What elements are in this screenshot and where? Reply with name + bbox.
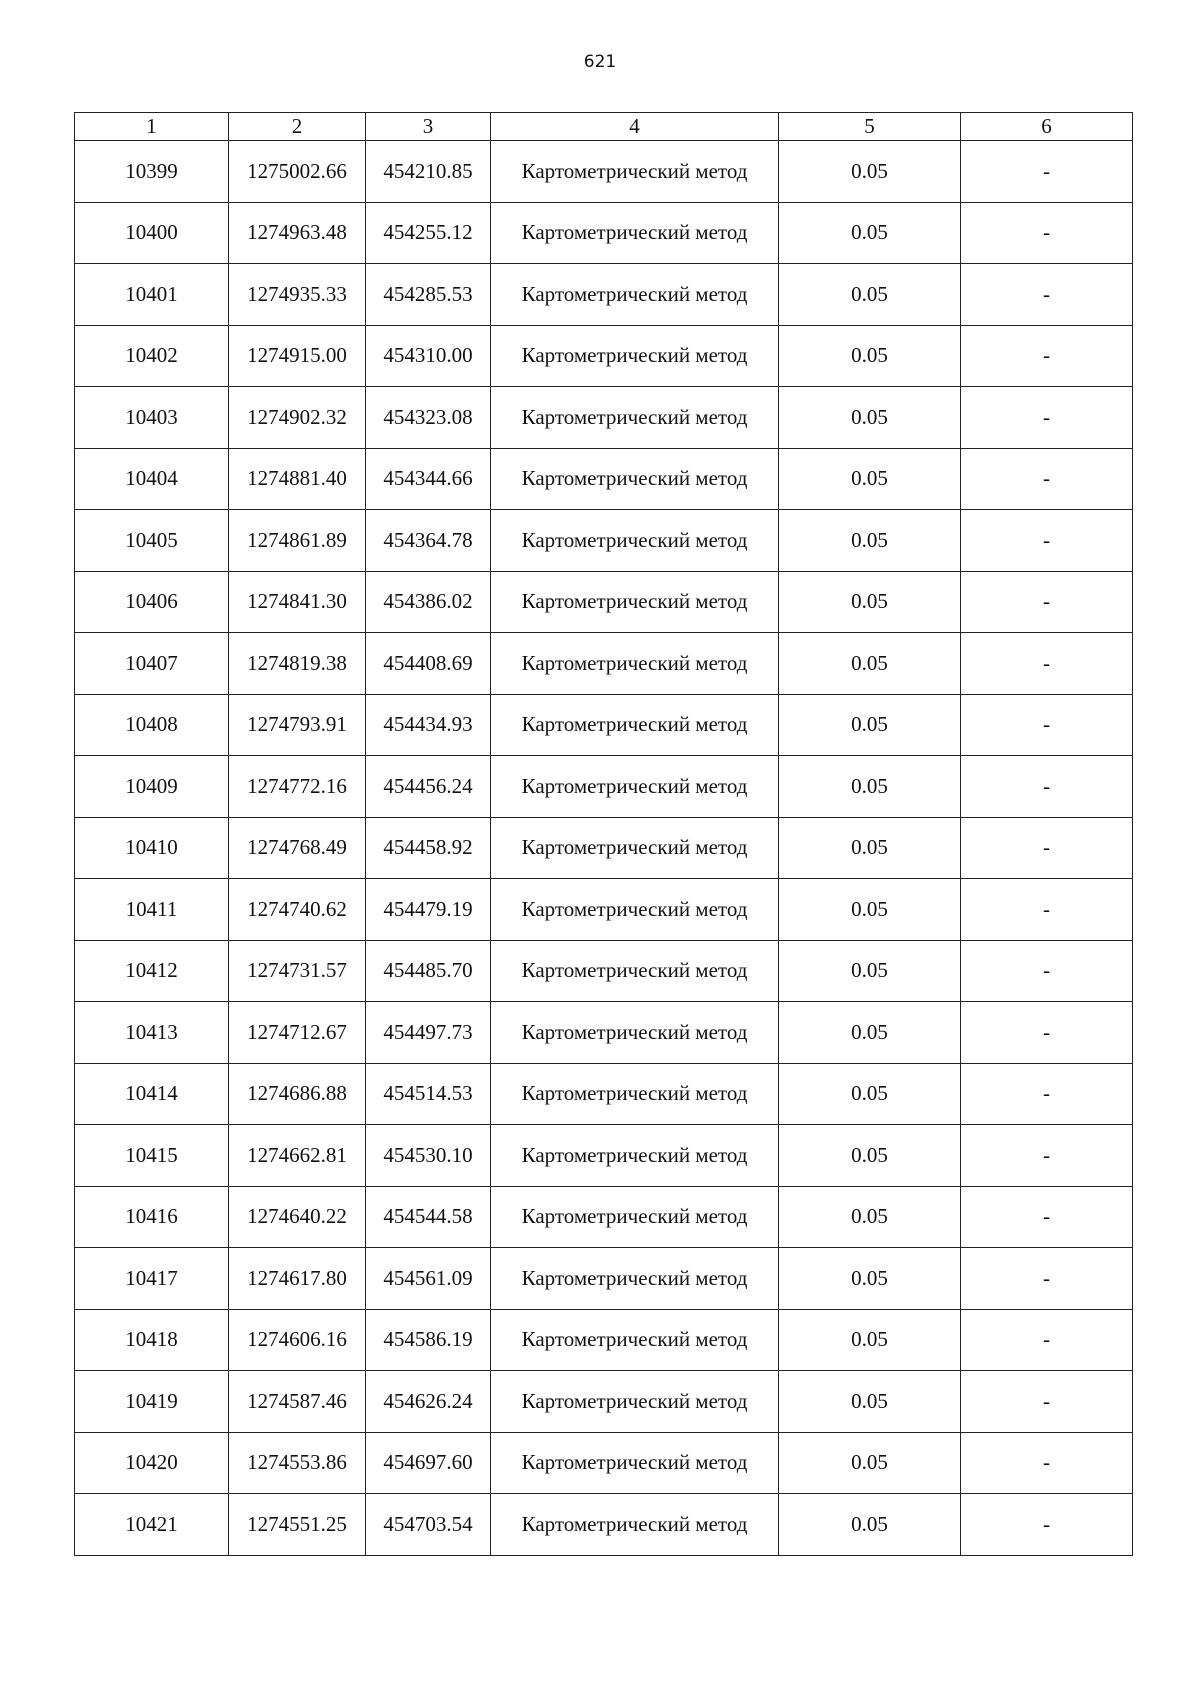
y-coordinate-cell: 454255.12 — [366, 202, 491, 264]
x-coordinate-cell: 1274881.40 — [229, 448, 366, 510]
table-row — [75, 1002, 1133, 1064]
table-row — [75, 940, 1133, 1002]
method-cell: Картометрический метод — [491, 1371, 779, 1433]
table-row — [75, 694, 1133, 756]
table-body — [75, 141, 1133, 1556]
accuracy-cell: 0.05 — [779, 1432, 961, 1494]
point-number-cell: 10419 — [75, 1371, 229, 1433]
y-coordinate-cell: 454210.85 — [366, 141, 491, 203]
y-coordinate-cell: 454408.69 — [366, 633, 491, 695]
point-number-cell: 10405 — [75, 510, 229, 572]
table-row — [75, 879, 1133, 941]
accuracy-cell: 0.05 — [779, 141, 961, 203]
method-cell: Картометрический метод — [491, 879, 779, 941]
method-cell: Картометрический метод — [491, 1063, 779, 1125]
note-cell: - — [961, 1309, 1133, 1371]
method-cell: Картометрический метод — [491, 1309, 779, 1371]
note-cell: - — [961, 879, 1133, 941]
method-cell: Картометрический метод — [491, 387, 779, 449]
y-coordinate-cell: 454456.24 — [366, 756, 491, 818]
method-cell: Картометрический метод — [491, 448, 779, 510]
point-number-cell: 10409 — [75, 756, 229, 818]
table-row — [75, 1248, 1133, 1310]
x-coordinate-cell: 1274915.00 — [229, 325, 366, 387]
accuracy-cell: 0.05 — [779, 325, 961, 387]
note-cell: - — [961, 1002, 1133, 1064]
table-row — [75, 1186, 1133, 1248]
accuracy-cell: 0.05 — [779, 1002, 961, 1064]
method-cell: Картометрический метод — [491, 510, 779, 572]
y-coordinate-cell: 454561.09 — [366, 1248, 491, 1310]
note-cell: - — [961, 264, 1133, 326]
note-cell: - — [961, 387, 1133, 449]
x-coordinate-cell: 1274686.88 — [229, 1063, 366, 1125]
column-header: 1 — [75, 113, 229, 141]
note-cell: - — [961, 756, 1133, 818]
method-cell: Картометрический метод — [491, 1248, 779, 1310]
x-coordinate-cell: 1274662.81 — [229, 1125, 366, 1187]
x-coordinate-cell: 1274772.16 — [229, 756, 366, 818]
coordinates-table — [74, 112, 1133, 1556]
note-cell: - — [961, 141, 1133, 203]
accuracy-cell: 0.05 — [779, 940, 961, 1002]
point-number-cell: 10416 — [75, 1186, 229, 1248]
method-cell: Картометрический метод — [491, 264, 779, 326]
note-cell: - — [961, 1186, 1133, 1248]
accuracy-cell: 0.05 — [779, 571, 961, 633]
accuracy-cell: 0.05 — [779, 1371, 961, 1433]
point-number-cell: 10413 — [75, 1002, 229, 1064]
accuracy-cell: 0.05 — [779, 264, 961, 326]
table-row — [75, 1432, 1133, 1494]
method-cell: Картометрический метод — [491, 1186, 779, 1248]
column-header: 4 — [491, 113, 779, 141]
table-row — [75, 1063, 1133, 1125]
point-number-cell: 10406 — [75, 571, 229, 633]
point-number-cell: 10414 — [75, 1063, 229, 1125]
table-row — [75, 448, 1133, 510]
point-number-cell: 10400 — [75, 202, 229, 264]
point-number-cell: 10412 — [75, 940, 229, 1002]
y-coordinate-cell: 454586.19 — [366, 1309, 491, 1371]
table-row — [75, 1125, 1133, 1187]
note-cell: - — [961, 448, 1133, 510]
y-coordinate-cell: 454479.19 — [366, 879, 491, 941]
x-coordinate-cell: 1274902.32 — [229, 387, 366, 449]
method-cell: Картометрический метод — [491, 202, 779, 264]
table-row — [75, 1371, 1133, 1433]
x-coordinate-cell: 1274606.16 — [229, 1309, 366, 1371]
point-number-cell: 10417 — [75, 1248, 229, 1310]
table-row — [75, 387, 1133, 449]
x-coordinate-cell: 1274640.22 — [229, 1186, 366, 1248]
accuracy-cell: 0.05 — [779, 633, 961, 695]
note-cell: - — [961, 940, 1133, 1002]
accuracy-cell: 0.05 — [779, 448, 961, 510]
note-cell: - — [961, 633, 1133, 695]
y-coordinate-cell: 454514.53 — [366, 1063, 491, 1125]
note-cell: - — [961, 1063, 1133, 1125]
accuracy-cell: 0.05 — [779, 1186, 961, 1248]
accuracy-cell: 0.05 — [779, 694, 961, 756]
note-cell: - — [961, 202, 1133, 264]
table-row — [75, 264, 1133, 326]
method-cell: Картометрический метод — [491, 940, 779, 1002]
column-header: 3 — [366, 113, 491, 141]
table-row — [75, 141, 1133, 203]
note-cell: - — [961, 1371, 1133, 1433]
accuracy-cell: 0.05 — [779, 1063, 961, 1125]
point-number-cell: 10404 — [75, 448, 229, 510]
y-coordinate-cell: 454485.70 — [366, 940, 491, 1002]
method-cell: Картометрический метод — [491, 1125, 779, 1187]
accuracy-cell: 0.05 — [779, 1125, 961, 1187]
method-cell: Картометрический метод — [491, 1494, 779, 1556]
column-header: 5 — [779, 113, 961, 141]
x-coordinate-cell: 1274551.25 — [229, 1494, 366, 1556]
method-cell: Картометрический метод — [491, 571, 779, 633]
y-coordinate-cell: 454703.54 — [366, 1494, 491, 1556]
x-coordinate-cell: 1274587.46 — [229, 1371, 366, 1433]
method-cell: Картометрический метод — [491, 756, 779, 818]
column-header: 6 — [961, 113, 1133, 141]
note-cell: - — [961, 510, 1133, 572]
accuracy-cell: 0.05 — [779, 202, 961, 264]
accuracy-cell: 0.05 — [779, 1248, 961, 1310]
note-cell: - — [961, 325, 1133, 387]
accuracy-cell: 0.05 — [779, 879, 961, 941]
point-number-cell: 10415 — [75, 1125, 229, 1187]
header-row — [75, 113, 1133, 141]
note-cell: - — [961, 1125, 1133, 1187]
note-cell: - — [961, 1494, 1133, 1556]
x-coordinate-cell: 1274768.49 — [229, 817, 366, 879]
method-cell: Картометрический метод — [491, 633, 779, 695]
method-cell: Картометрический метод — [491, 325, 779, 387]
column-header: 2 — [229, 113, 366, 141]
page-number: 621 — [583, 52, 617, 72]
point-number-cell: 10421 — [75, 1494, 229, 1556]
accuracy-cell: 0.05 — [779, 1309, 961, 1371]
table-row — [75, 571, 1133, 633]
x-coordinate-cell: 1274731.57 — [229, 940, 366, 1002]
method-cell: Картометрический метод — [491, 694, 779, 756]
y-coordinate-cell: 454386.02 — [366, 571, 491, 633]
y-coordinate-cell: 454310.00 — [366, 325, 491, 387]
table-row — [75, 325, 1133, 387]
x-coordinate-cell: 1274963.48 — [229, 202, 366, 264]
accuracy-cell: 0.05 — [779, 817, 961, 879]
y-coordinate-cell: 454626.24 — [366, 1371, 491, 1433]
point-number-cell: 10418 — [75, 1309, 229, 1371]
y-coordinate-cell: 454530.10 — [366, 1125, 491, 1187]
y-coordinate-cell: 454434.93 — [366, 694, 491, 756]
y-coordinate-cell: 454458.92 — [366, 817, 491, 879]
point-number-cell: 10407 — [75, 633, 229, 695]
point-number-cell: 10401 — [75, 264, 229, 326]
y-coordinate-cell: 454285.53 — [366, 264, 491, 326]
x-coordinate-cell: 1274793.91 — [229, 694, 366, 756]
method-cell: Картометрический метод — [491, 1002, 779, 1064]
x-coordinate-cell: 1274861.89 — [229, 510, 366, 572]
method-cell: Картометрический метод — [491, 817, 779, 879]
point-number-cell: 10411 — [75, 879, 229, 941]
point-number-cell: 10399 — [75, 141, 229, 203]
y-coordinate-cell: 454344.66 — [366, 448, 491, 510]
table-row — [75, 817, 1133, 879]
y-coordinate-cell: 454497.73 — [366, 1002, 491, 1064]
y-coordinate-cell: 454544.58 — [366, 1186, 491, 1248]
table-row — [75, 510, 1133, 572]
point-number-cell: 10402 — [75, 325, 229, 387]
y-coordinate-cell: 454323.08 — [366, 387, 491, 449]
point-number-cell: 10408 — [75, 694, 229, 756]
note-cell: - — [961, 694, 1133, 756]
y-coordinate-cell: 454364.78 — [366, 510, 491, 572]
x-coordinate-cell: 1274935.33 — [229, 264, 366, 326]
x-coordinate-cell: 1274841.30 — [229, 571, 366, 633]
point-number-cell: 10420 — [75, 1432, 229, 1494]
table-header — [75, 113, 1133, 141]
accuracy-cell: 0.05 — [779, 510, 961, 572]
accuracy-cell: 0.05 — [779, 756, 961, 818]
note-cell: - — [961, 1432, 1133, 1494]
table-row — [75, 1494, 1133, 1556]
note-cell: - — [961, 817, 1133, 879]
method-cell: Картометрический метод — [491, 1432, 779, 1494]
y-coordinate-cell: 454697.60 — [366, 1432, 491, 1494]
x-coordinate-cell: 1274712.67 — [229, 1002, 366, 1064]
x-coordinate-cell: 1274553.86 — [229, 1432, 366, 1494]
x-coordinate-cell: 1274819.38 — [229, 633, 366, 695]
table-row — [75, 202, 1133, 264]
point-number-cell: 10403 — [75, 387, 229, 449]
note-cell: - — [961, 1248, 1133, 1310]
x-coordinate-cell: 1274617.80 — [229, 1248, 366, 1310]
x-coordinate-cell: 1274740.62 — [229, 879, 366, 941]
note-cell: - — [961, 571, 1133, 633]
table-row — [75, 756, 1133, 818]
accuracy-cell: 0.05 — [779, 1494, 961, 1556]
table-row — [75, 1309, 1133, 1371]
point-number-cell: 10410 — [75, 817, 229, 879]
table-row — [75, 633, 1133, 695]
method-cell: Картометрический метод — [491, 141, 779, 203]
x-coordinate-cell: 1275002.66 — [229, 141, 366, 203]
accuracy-cell: 0.05 — [779, 387, 961, 449]
